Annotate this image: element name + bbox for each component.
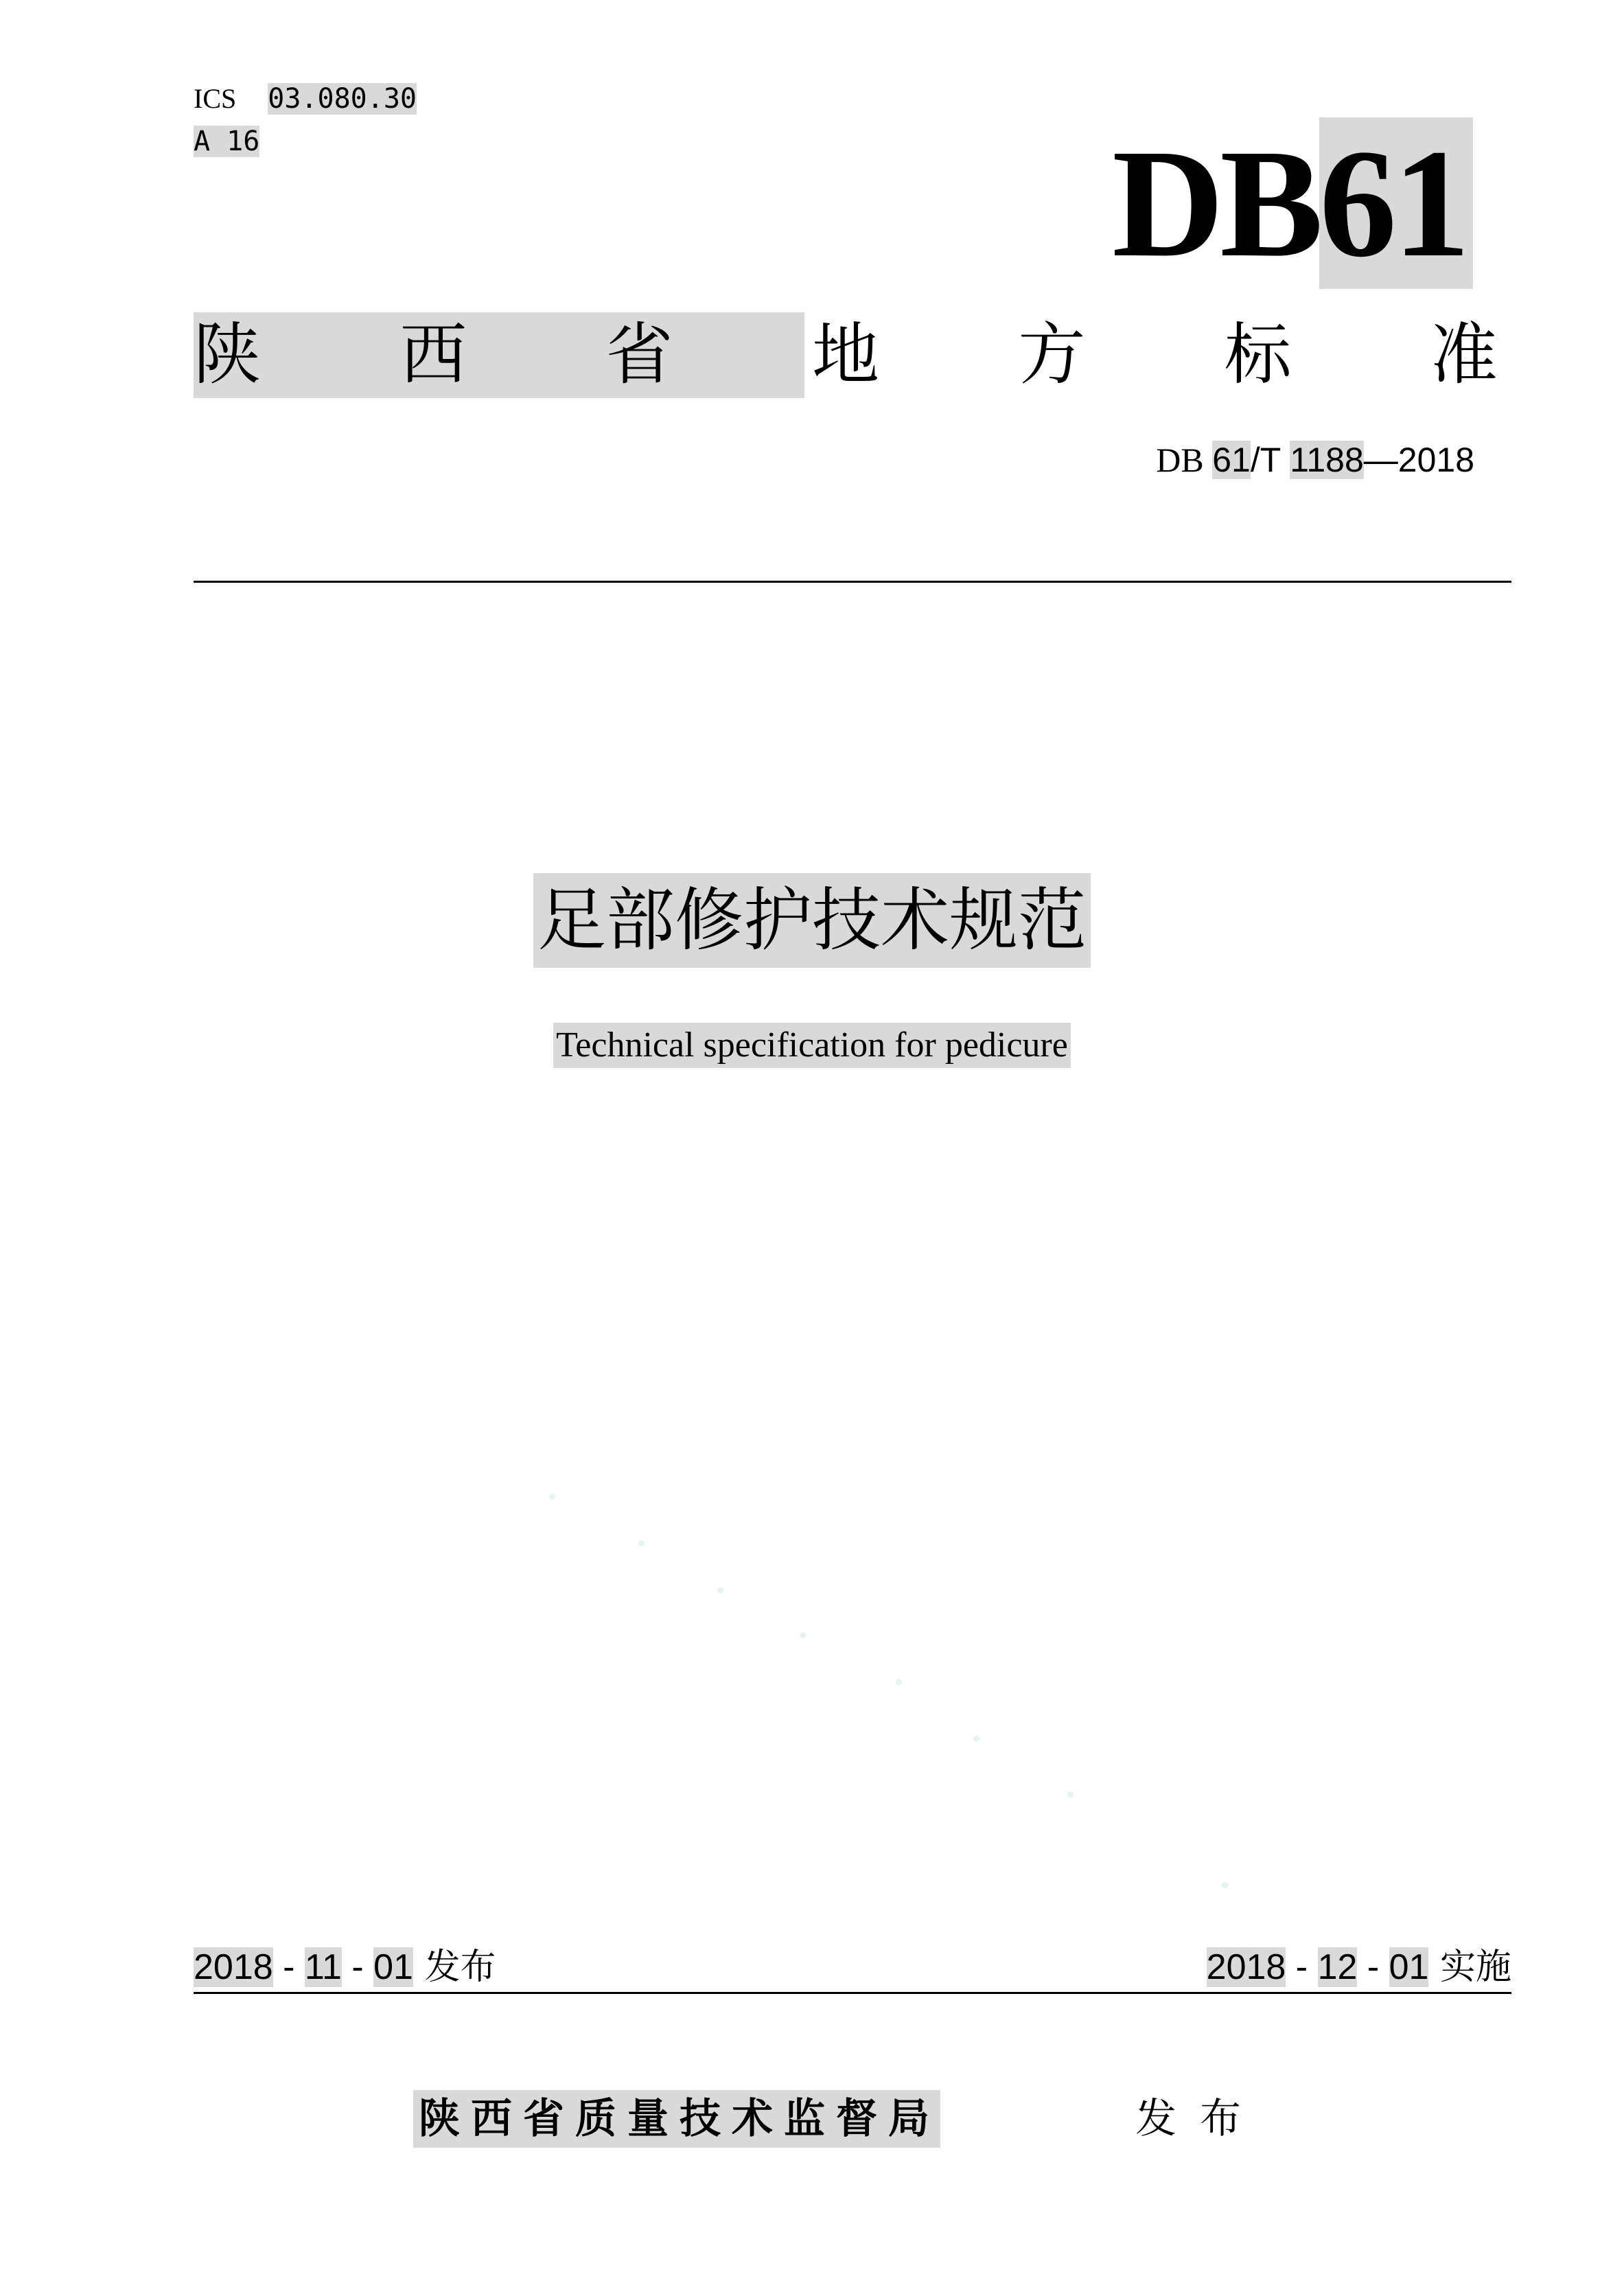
standard-number-prefix: DB: [1156, 441, 1213, 479]
watermark-speck: [1222, 1882, 1228, 1888]
header-divider: [194, 581, 1511, 583]
standard-number-serial: 1188: [1290, 441, 1364, 479]
implementation-year: 2018: [1206, 1947, 1286, 1987]
standard-type-char: 地: [811, 316, 879, 394]
standard-number-type: /T: [1250, 441, 1290, 479]
watermark-speck: [896, 1679, 902, 1685]
implementation-day: 01: [1389, 1947, 1429, 1987]
implementation-suffix: 实施: [1428, 1947, 1511, 1988]
watermark-speck: [638, 1540, 645, 1546]
title-chinese-container: [0, 873, 1624, 968]
issue-date: [194, 1944, 496, 1991]
issue-suffix: 发布: [413, 1947, 496, 1988]
publish-label: 发布: [1135, 2095, 1264, 2143]
standard-type-heading: [194, 312, 1498, 398]
date-separator: -: [1286, 1947, 1318, 1987]
standard-type-char: 西: [399, 316, 467, 394]
issue-month: 11: [304, 1947, 342, 1987]
ccs-code: A 16: [194, 126, 260, 157]
implementation-month: 12: [1317, 1947, 1358, 1987]
ics-code: 03.080.30: [268, 83, 417, 115]
standard-type-char: 省: [605, 316, 673, 394]
title-english-container: [0, 1023, 1624, 1068]
date-separator: -: [341, 1947, 374, 1987]
issue-year: 2018: [194, 1947, 273, 1987]
ics-label: ICS: [194, 83, 237, 114]
standard-number-province: 61: [1212, 441, 1251, 479]
db61-logo: [1061, 117, 1473, 289]
standard-type-char: 准: [1430, 316, 1498, 394]
standard-type-char: 陕: [194, 316, 262, 394]
db-logo-letters: DB: [1112, 117, 1319, 289]
ics-code-row: [194, 81, 417, 117]
standard-number: [1156, 439, 1474, 480]
title-chinese: 足部修护技术规范: [533, 873, 1091, 968]
date-separator: -: [272, 1947, 305, 1987]
date-separator: -: [1357, 1947, 1389, 1987]
publisher-name: 陕西省质量技术监督局: [413, 2090, 940, 2148]
watermark-speck: [717, 1587, 723, 1593]
title-english: Technical specification for pedicure: [553, 1023, 1071, 1068]
footer-divider: [194, 1992, 1511, 1994]
watermark-speck: [973, 1735, 979, 1741]
standard-type-char: 标: [1224, 316, 1292, 394]
ccs-code-row: [194, 124, 259, 159]
standard-number-year: —2018: [1363, 441, 1474, 479]
implementation-date: [1207, 1944, 1511, 1991]
watermark-speck: [800, 1632, 806, 1638]
standard-type-char: 方: [1018, 316, 1086, 394]
db-logo-number: 61: [1319, 117, 1473, 289]
watermark-speck: [1067, 1791, 1074, 1798]
watermark-speck: [549, 1494, 555, 1500]
issue-day: 01: [373, 1947, 413, 1987]
